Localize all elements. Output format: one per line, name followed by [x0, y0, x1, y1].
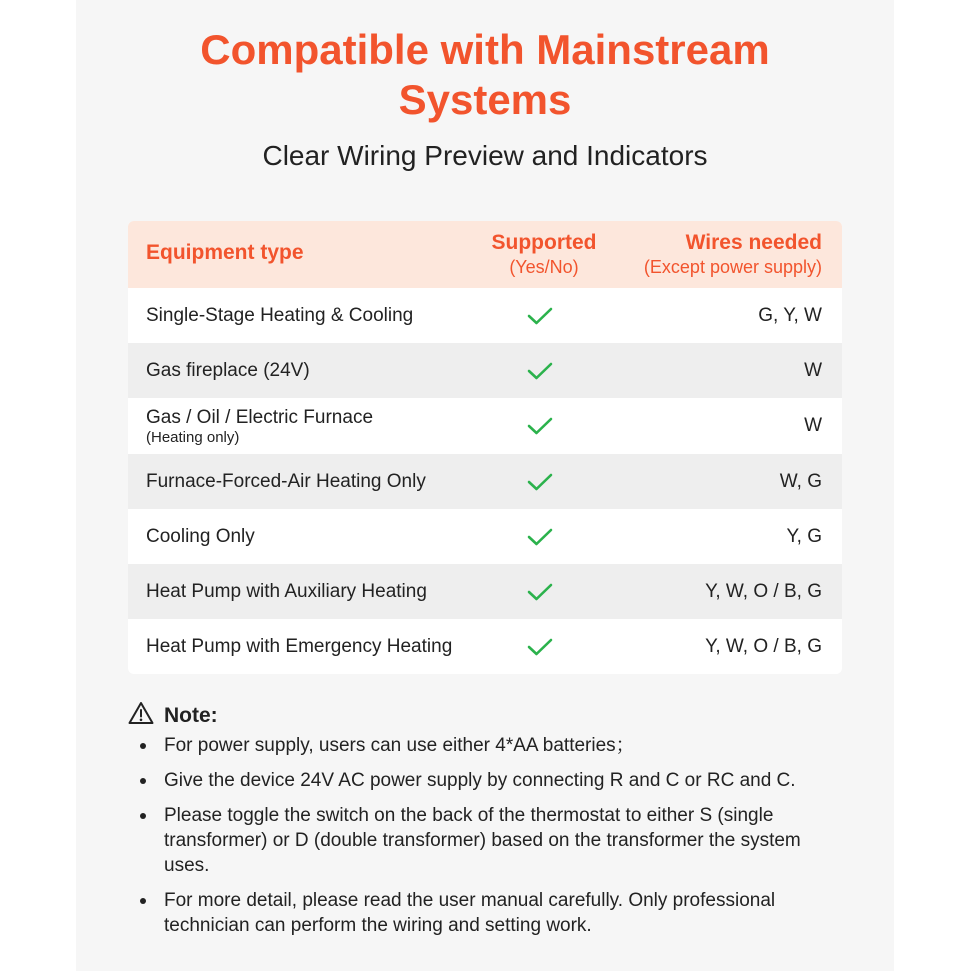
wires-label: Wires needed [685, 231, 822, 254]
page-title-line2: Systems [398, 76, 572, 123]
equipment-name: Heat Pump with Auxiliary Heating [146, 580, 427, 602]
check-icon [526, 416, 554, 436]
equipment-cell [146, 454, 426, 509]
table-row [128, 288, 842, 343]
equipment-name: Single-Stage Heating & Cooling [146, 304, 414, 326]
note-item: Give the device 24V AC power supply by connecting R and C or RC and C. [140, 768, 840, 793]
column-header-wires [644, 231, 822, 279]
equipment-name: Heat Pump with Emergency Heating [146, 635, 453, 657]
table-row [128, 619, 842, 674]
column-header-equipment: Equipment type [146, 241, 304, 264]
table-row [128, 343, 842, 398]
supported-sublabel: (Yes/No) [509, 257, 579, 277]
wires-cell: W [804, 415, 822, 436]
table-body [128, 288, 842, 674]
check-icon [526, 361, 554, 381]
equipment-cell [146, 509, 255, 564]
table-row [128, 564, 842, 619]
supported-label: Supported [491, 231, 597, 254]
note-heading [128, 701, 218, 730]
wires-cell: G, Y, W [758, 304, 822, 326]
table-row [128, 509, 842, 564]
note-item: For power supply, users can use either 4*AA batteries； [140, 733, 840, 758]
note-list [140, 733, 840, 948]
compatibility-table [128, 221, 842, 674]
equipment-name: Furnace-Forced-Air Heating Only [146, 470, 426, 492]
equipment-name: Gas fireplace (24V) [146, 359, 310, 381]
equipment-cell [146, 343, 310, 398]
check-icon [526, 637, 554, 657]
equipment-note: (Heating only) [146, 428, 240, 446]
check-icon [526, 306, 554, 326]
equipment-cell [146, 398, 373, 454]
equipment-name: Gas / Oil / Electric Furnace [146, 406, 374, 428]
check-icon [526, 527, 554, 547]
page-title-line1: Compatible with Mainstream [200, 26, 770, 73]
wires-cell: Y, W, O / B, G [705, 635, 822, 657]
note-label: Note: [164, 703, 218, 727]
equipment-cell [146, 619, 452, 674]
table-header [128, 221, 842, 288]
check-icon [526, 472, 554, 492]
wires-cell: Y, G [786, 525, 822, 547]
wires-sublabel: (Except power supply) [643, 257, 822, 277]
warning-icon [128, 701, 154, 730]
wires-cell: Y, W, O / B, G [705, 580, 822, 602]
wires-cell: W [804, 359, 822, 381]
equipment-cell [146, 288, 413, 343]
equipment-cell [146, 564, 427, 619]
note-item: Please toggle the switch on the back of the thermostat to either S (single transformer) or D (double transformer) based on the transformer the system uses. [140, 803, 840, 878]
equipment-name: Cooling Only [146, 525, 255, 547]
note-item: For more detail, please read the user manual carefully. Only professional technician can perform the wiring and setting work. [140, 888, 840, 938]
page-subtitle: Clear Wiring Preview and Indicators [262, 140, 708, 171]
check-icon [526, 582, 554, 602]
table-row [128, 454, 842, 509]
wires-cell: W, G [779, 470, 822, 492]
table-row [128, 398, 842, 454]
column-header-supported [484, 231, 604, 279]
